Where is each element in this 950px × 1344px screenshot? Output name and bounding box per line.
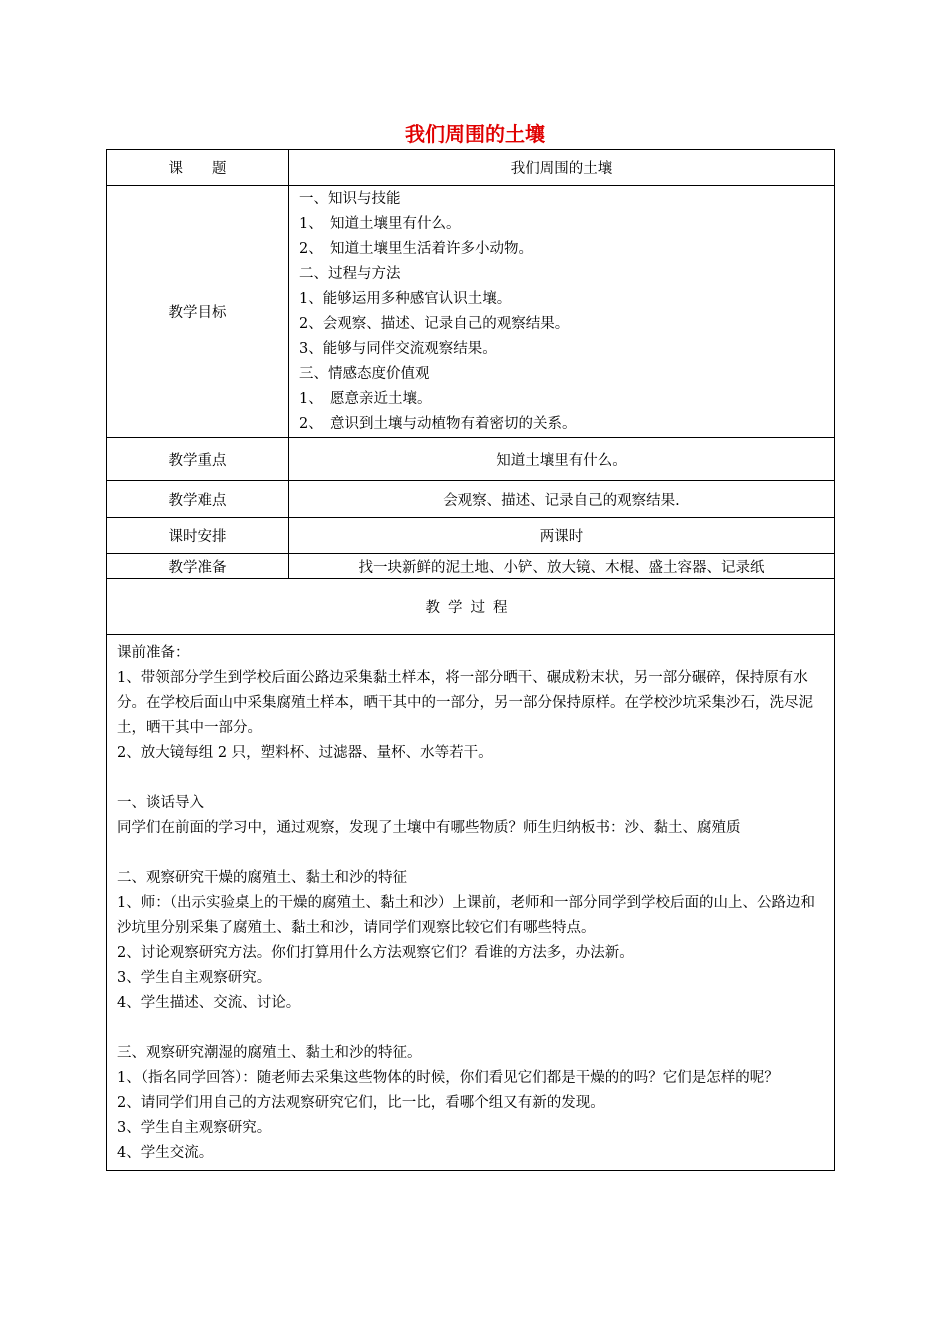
process-line: 1、师：（出示实验桌上的干燥的腐殖土、黏土和沙）上课前，老师和一部分同学到学校后面的山上、公路边和沙坑里分别采集了腐殖土、黏土和沙，请同学们观察比较它们有哪些特点。 xyxy=(117,895,815,936)
objectives-row xyxy=(107,186,835,438)
preparation-label: 教学准备 xyxy=(107,554,289,579)
objective-line: 3、能够与同伴交流观察结果。 xyxy=(299,340,497,357)
difficulty-row xyxy=(107,481,835,518)
key-point-value: 知道土壤里有什么。 xyxy=(289,438,835,481)
process-row xyxy=(107,635,835,1171)
key-point-row xyxy=(107,438,835,481)
process-content xyxy=(107,635,835,1171)
process-line: 一、谈话导入 xyxy=(117,795,204,811)
process-line xyxy=(117,1016,824,1041)
objective-line: 1、能够运用多种感官认识土壤。 xyxy=(299,290,512,307)
topic-value: 我们周围的土壤 xyxy=(289,150,835,186)
process-line: 2、请同学们用自己的方法观察研究它们，比一比，看哪个组又有新的发现。 xyxy=(117,1095,605,1111)
objective-line: 一、知识与技能 xyxy=(299,190,401,207)
process-line: 3、学生自主观察研究。 xyxy=(117,1120,272,1136)
objective-line: 2、 知道土壤里生活着许多小动物。 xyxy=(299,240,533,257)
objective-line: 二、过程与方法 xyxy=(299,265,401,282)
process-line: 2、放大镜每组 2 只，塑料杯、过滤器、量杯、水等若干。 xyxy=(117,745,493,761)
process-line: 1、（指名同学回答）：随老师去采集这些物体的时候，你们看见它们都是干燥的的吗？它们是怎样的呢？ xyxy=(117,1070,779,1086)
process-line: 4、学生交流。 xyxy=(117,1145,214,1161)
objective-line: 1、 知道土壤里有什么。 xyxy=(299,215,461,232)
topic-row xyxy=(107,150,835,186)
objectives-label: 教学目标 xyxy=(107,186,289,438)
process-line: 课前准备： xyxy=(117,645,190,661)
objective-line: 2、会观察、描述、记录自己的观察结果。 xyxy=(299,315,570,332)
process-header-row xyxy=(107,579,835,635)
process-line xyxy=(117,766,824,791)
process-line: 1、带领部分学生到学校后面公路边采集黏土样本，将一部分晒干、碾成粉末状，另一部分碾碎，保持原有水分。在学校后面山中采集腐殖土样本，晒干其中的一部分，另一部分保持原样。在学校沙坑采集沙石，洗尽泥土，晒干其中一部分。 xyxy=(117,670,813,736)
process-line: 2、讨论观察研究方法。你们打算用什么方法观察它们？看谁的方法多，办法新。 xyxy=(117,945,634,961)
schedule-value: 两课时 xyxy=(289,518,835,554)
objective-line: 1、 愿意亲近土壤。 xyxy=(299,390,432,407)
preparation-row xyxy=(107,554,835,579)
objective-line: 三、情感态度价值观 xyxy=(299,365,430,382)
difficulty-label: 教学难点 xyxy=(107,481,289,518)
schedule-row xyxy=(107,518,835,554)
preparation-value: 找一块新鲜的泥土地、小铲、放大镜、木棍、盛土容器、记录纸 xyxy=(289,554,835,579)
process-line: 3、学生自主观察研究。 xyxy=(117,970,272,986)
process-header: 教学过程 xyxy=(107,579,835,635)
lesson-plan-table xyxy=(106,149,835,1171)
process-line: 4、学生描述、交流、讨论。 xyxy=(117,995,301,1011)
objectives-content xyxy=(289,186,835,438)
process-line: 同学们在前面的学习中，通过观察，发现了土壤中有哪些物质？师生归纳板书：沙、黏土、腐殖质 xyxy=(117,820,741,836)
page-title: 我们周围的土壤 xyxy=(405,122,545,146)
process-line: 二、观察研究干燥的腐殖土、黏土和沙的特征 xyxy=(117,870,407,886)
process-line: 三、观察研究潮湿的腐殖土、黏土和沙的特征。 xyxy=(117,1045,422,1061)
difficulty-value: 会观察、描述、记录自己的观察结果. xyxy=(289,481,835,518)
key-point-label: 教学重点 xyxy=(107,438,289,481)
topic-label: 课 题 xyxy=(107,150,289,186)
schedule-label: 课时安排 xyxy=(107,518,289,554)
process-line xyxy=(117,841,824,866)
objective-line: 2、 意识到土壤与动植物有着密切的关系。 xyxy=(299,415,577,432)
